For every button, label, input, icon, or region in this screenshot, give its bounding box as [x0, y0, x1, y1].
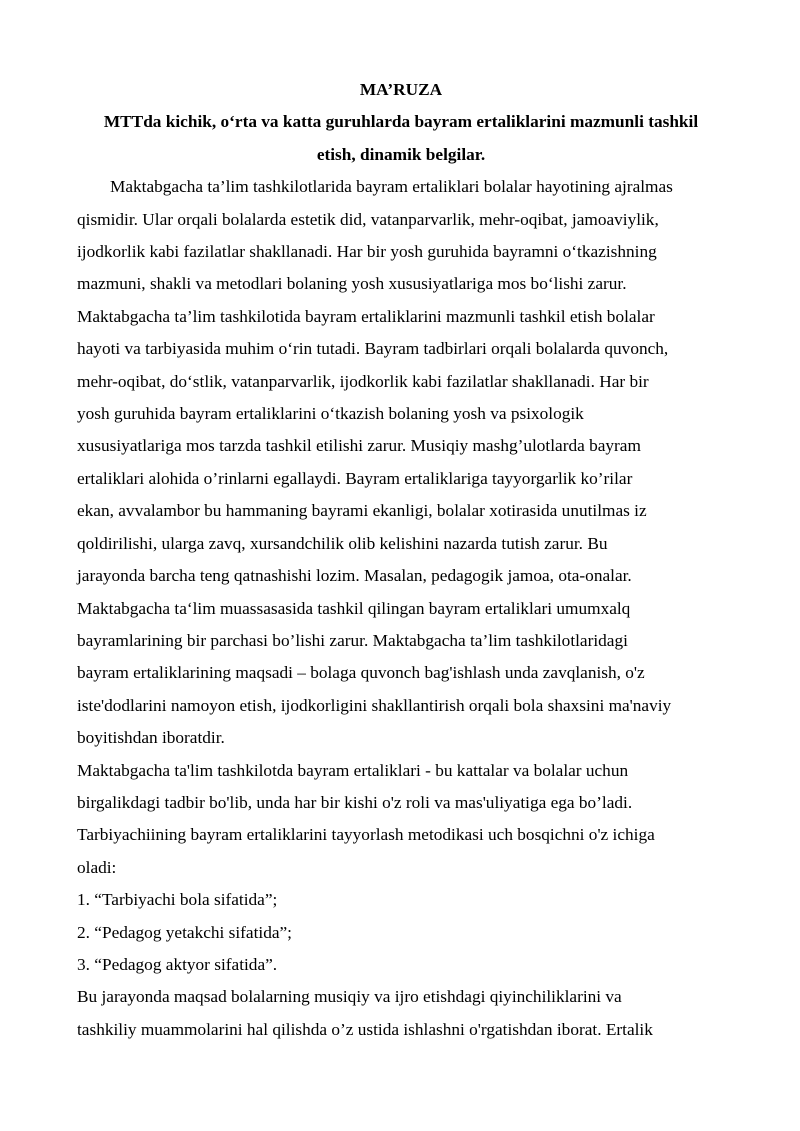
paragraph-line: yosh guruhida bayram ertaliklarini o‘tkazish bolaning yosh va psixologik [77, 404, 584, 424]
paragraph-line: bayram ertaliklarining maqsadi – bolaga quvonch bag'ishlash unda zavqlanish, o'z [77, 663, 645, 683]
document-page [77, 74, 725, 1046]
paragraph-line: jarayonda barcha teng qatnashishi lozim. Masalan, pedagogik jamoa, ota-onalar. [77, 566, 632, 586]
list-item: 2. “Pedagog yetakchi sifatida”; [77, 922, 292, 942]
paragraph-goal [77, 981, 725, 1046]
paragraph-line: birgalikdagi tadbir bo'lib, unda har bir kishi o'z roli va mas'uliyatiga ega bo’ladi. [77, 792, 633, 812]
paragraph-line: Tarbiyachiining bayram ertaliklarini tayyorlash metodikasi uch bosqichni o'z ichiga [77, 825, 655, 845]
paragraph-line: Bu jarayonda maqsad bolalarning musiqiy va ijro etishdagi qiyinchiliklarini va [77, 987, 622, 1007]
document-subtitle [77, 106, 725, 171]
paragraph-line: Maktabgacha ta'lim tashkilotda bayram ertaliklari - bu kattalar va bolalar uchun [77, 760, 629, 780]
document-title: MA’RUZA [359, 80, 443, 99]
subtitle-line: etish, dinamik belgilar. [316, 144, 486, 164]
paragraph-line: ijodkorlik kabi fazilatlar shakllanadi. Har bir yosh guruhida bayramni o‘tkazishning [77, 242, 657, 262]
paragraph-line: bayramlarining bir parchasi bo’lishi zarur. Maktabgacha ta’lim tashkilotlaridagi [77, 630, 628, 650]
list-item: 3. “Pedagog aktyor sifatida”. [77, 954, 278, 974]
paragraph-line: qismidir. Ular orqali bolalarda estetik did, vatanparvarlik, mehr-oqibat, jamoaviylik, [77, 209, 659, 229]
paragraph-line: ertaliklari alohida o’rinlarni egallaydi. Bayram ertaliklariga tayyorgarlik ko’rilar [77, 468, 633, 488]
paragraph-line: ekan, avvalambor bu hammaning bayrami ekanligi, bolalar xotirasida unutilmas iz [77, 501, 647, 521]
paragraph-line: Maktabgacha ta’lim tashkilotlarida bayram ertaliklari bolalar hayotining ajralmas [110, 177, 673, 197]
paragraph-line: oladi: [77, 857, 117, 877]
paragraph-line: qoldirilishi, ularga zavq, xursandchilik olib kelishini nazarda tutish zarur. Bu [77, 533, 608, 553]
list-item: 1. “Tarbiyachi bola sifatida”; [77, 890, 278, 910]
paragraph-line: Maktabgacha ta’lim tashkilotida bayram ertaliklarini mazmunli tashkil etish bolalar [77, 306, 655, 326]
paragraph-line: mehr-oqibat, do‘stlik, vatanparvarlik, ijodkorlik kabi fazilatlar shakllanadi. Har bir [77, 371, 649, 391]
paragraph-line: hayoti va tarbiyasida muhim o‘rin tutadi. Bayram tadbirlari orqali bolalarda quvonch, [77, 339, 669, 359]
subtitle-line: MTTda kichik, o‘rta va katta guruhlarda bayram ertaliklarini mazmunli tashkil [103, 112, 699, 132]
paragraph-line: mazmuni, shakli va metodlari bolaning yosh xususiyatlariga mos bo‘lishi zarur. [77, 274, 627, 294]
stages-list [77, 884, 725, 981]
paragraph-line: tashkiliy muammolarini hal qilishda o’z ustida ishlashni o'rgatishdan iborat. Ertalik [77, 1019, 653, 1039]
paragraph-line: Maktabgacha ta‘lim muassasasida tashkil qilingan bayram ertaliklari umumxalq [77, 598, 631, 618]
paragraph-methodology [77, 755, 725, 885]
paragraph-line: iste'dodlarini namoyon etish, ijodkorligini shakllantirish orqali bola shaxsini ma'naviy [77, 695, 672, 715]
paragraph-line: boyitishdan iboratdir. [77, 728, 225, 748]
paragraph-intro [77, 171, 725, 754]
paragraph-line: xususiyatlariga mos tarzda tashkil etilishi zarur. Musiqiy mashg’ulotlarda bayram [77, 436, 641, 456]
